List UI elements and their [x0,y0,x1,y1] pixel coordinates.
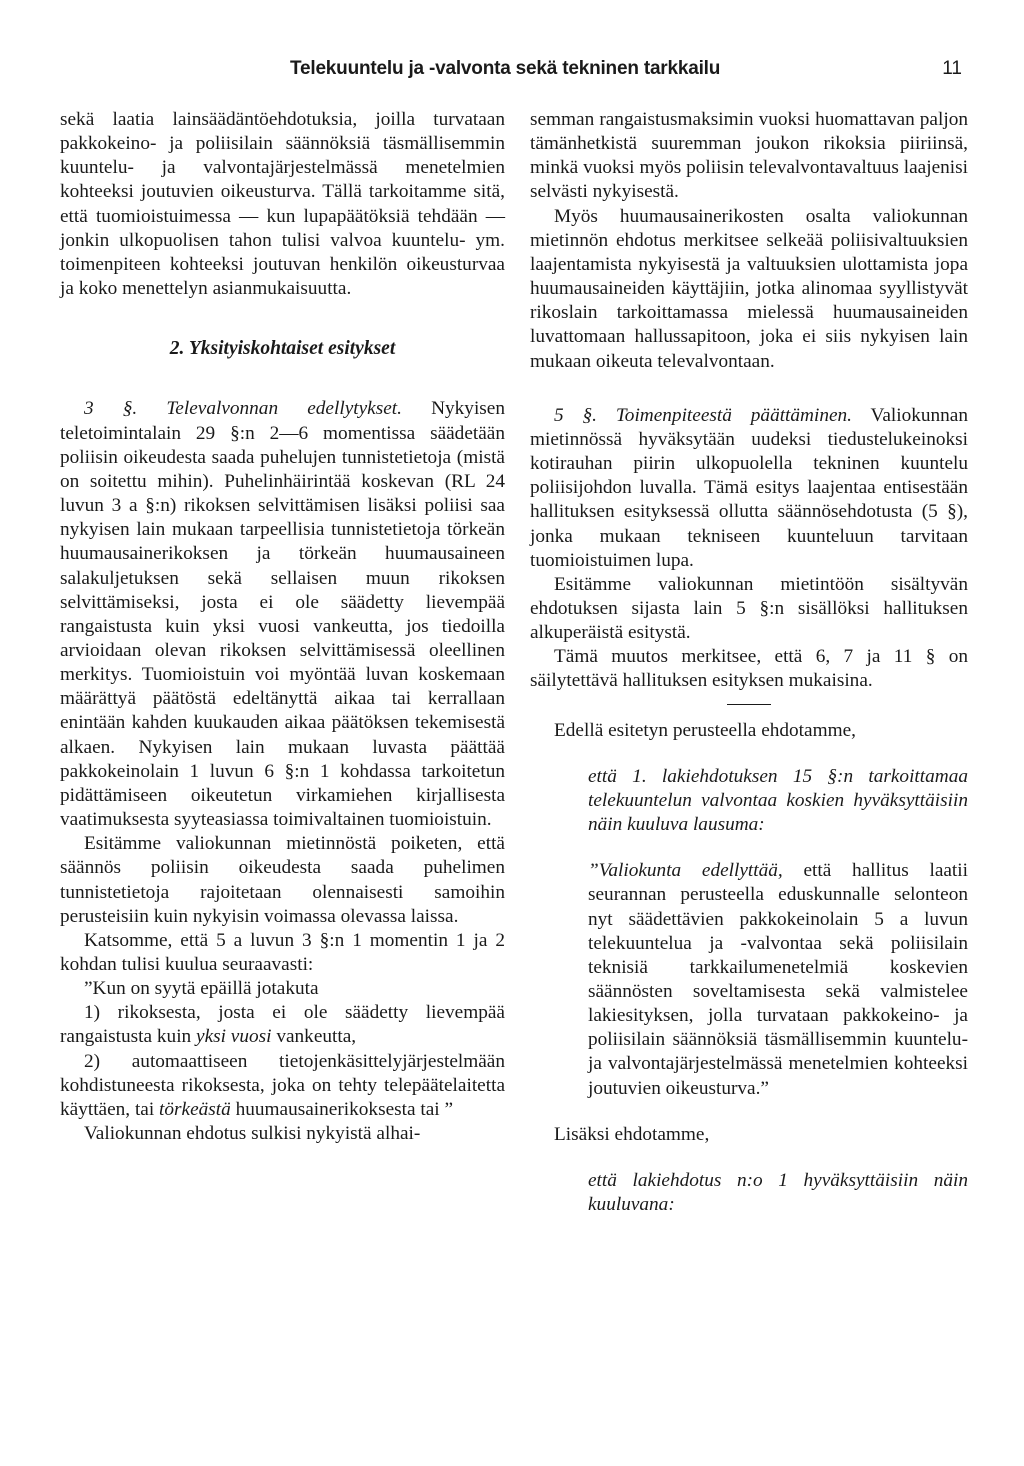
right-column [530,108,968,1217]
section-divider [727,704,771,705]
left-column [60,108,505,1146]
statement-text: ”Valiokunta edellyttää, että hallitus laatii seurannan perusteella eduskunnalle selonteon nyt säädettävien pakkokeinolain 5 a luvun telekuuntelua ja -valvontaa sekä poliisilain teknisiä tarkkailumenetelmiä koskevien säännösten soveltamisesta sekä valmistelee lakiesityksen, jolla turvataan pakkokeino- ja poliisilain säännöksiä täsmällisemmin kuuntelu- ja valvontajärjestelmässä menetelmien kohteeksi joutuvien oikeusturva.” [588,860,969,1099]
narcotics-paragraph: Myös huumausainerikosten osalta valiokunnan mietinnön ehdotus merkitsee selkeää poliisivaltuuksien laajentamista nykyisestä ja valtuuksien ulottamista jopa huumausaineiden käyttäjiin, jotka alinomaa syyllistyvät rikoslain tarkoittamassa mielessä huumausaineiden luvattomaan hallussapitoon, joka ei siis nykyisen lain mukaan oikeuta televalvontaan. [530,205,968,372]
committee-paragraph: Valiokunnan ehdotus sulkisi nykyistä alhai- [84,1123,421,1145]
list-item-1: 1) rikoksesta, josta ei ole säädetty lievempää rangaistusta kuin yksi vuosi vankeutta, [60,1002,505,1048]
section-5-body: Valiokunnan mietinnössä hyväksytään uudeksi tiedustelukeinoksi kotirauhan piirin ulkopuolella tekninen kuuntelu poliisijohdon luvalla. Tämä esitys laajentaa entisestään hallituksen esityksessä ollutta säännösehdotusta (5 §), jonka mukaan tekniseen kuunteluun tarvitaan tuomioistuimen lupa. [530,404,968,571]
section-3-body: Nykyisen teletoimintalain 29 §:n 2—6 momentissa säädetään poliisin oikeudesta saada puhelujen tunnistetietoja (mistä on soitettu mihin). Puhelinhäirintää koskevan (RL 24 luvun 3 a §:n) rikoksen selvittämisen lisäksi poliisi saa nykyisen lain mukaan tarpeellisia tunnistetietoja törkeän huumausainerikoksen ja törkeän huumausaineen salakuljetuksen sekä sellaisen muun rikoksen selvittämiseksi, josta ei ole säädetty lievempää rangaistusta kuin yksi vuosi vankeutta, jos tiedoilla arvioidaan olevan rikoksen selvittämisessä oleellinen merkitys. Tuomioistuin voi myöntää luvan koskemaan määrättyä päätöstä edeltänyttä aikaa tai kerrallaan enintään kahden kuukauden aikaa päätöksen tekemisestä alkaen. Nykyisen lain mukaan luvasta päättää pakkokeinolain 1 luvun 6 §:n 1 kohdassa tarkoitetun pidättämiseen oikeutetun virkamiehen kirjallisesta vaatimuksesta syyteasiassa toimivaltainen tuomioistuin. [60,398,505,831]
proposal-2-text: että lakiehdotus n:o 1 hyväksyttäisiin näin kuuluvana: [588,1169,968,1216]
change-paragraph: Tämä muutos merkitsee, että 6, 7 ja 11 § on säilytettävä hallituksen esityksen mukaisina. [530,646,968,692]
proposal-paragraph: Esitämme valiokunnan mietinnöstä poiketen, että säännös poliisin oikeudesta saada puhelimen tunnistetietoja rajoitetaan olennaisesti samoihin perusteisiin kuin nykyisin voimassa olevassa laissa. [60,833,505,927]
section-3-heading: 3 §. Televalvonnan edellytykset. [84,398,402,420]
proposal-paragraph-2: Esitämme valiokunnan mietintöön sisältyvän ehdotuksen sijasta lain 5 §:n sisällöksi hallituksen alkuperäistä esitystä. [530,573,968,644]
intro-paragraph: sekä laatia lainsäädäntöehdotuksia, joilla turvataan pakkokeino- ja poliisilain säännöksiä täsmällisemmin kuuntelu- ja valvontajärjestelmässä menetelmien kohteeksi joutuvien oikeusturva. Tällä tarkoitamme sitä, että tuomioistuimessa — kun lupapäätöksiä tehdään — jonkin ulkopuolisen tahon tulisi valvoa kuuntelu- ym. toimenpiteen kohteeksi joutuvan henkilön oikeusturvaa ja koko menettelyn asianmukaisuutta. [60,109,505,300]
running-title: Telekuuntelu ja -valvonta sekä tekninen tarkkailu [290,58,721,79]
proposal-block-1 [530,765,968,1101]
quote-start: ”Kun on syytä epäillä jotakuta [84,978,319,1000]
opinion-paragraph: Katsomme, että 5 a luvun 3 §:n 1 momentin 1 ja 2 kohdan tulisi kuulua seuraavasti: [60,929,505,975]
continued-paragraph: semman rangaistusmaksimin vuoksi huomattavan paljon tämänhetkistä suuremman joukon rikoksia piiriinsä, minkä vuoksi myös poliisin televalvontavaltuus laajenisi selvästi nykyisestä. [530,109,968,203]
page-number: 11 [942,58,962,79]
proposal-intro: Edellä esitetyn perusteella ehdotamme, [554,719,856,741]
section-heading: 2. Yksityiskohtaiset esitykset [169,338,396,360]
section-5-paragraph [530,404,968,573]
proposal-1-text: että 1. lakiehdotuksen 15 §:n tarkoittamaa telekuuntelun valvontaa koskien hyväksyttäisiin näin kuuluva lausuma: [588,765,968,836]
list-item-2: 2) automaattiseen tietojenkäsittelyjärjestelmään kohdistuneesta rikoksesta, joka on tehty telepäätelaitetta käyttäen, tai törkeästä huumausainerikoksesta tai ” [60,1050,505,1120]
section-3-paragraph [60,397,505,832]
additional-proposal-intro: Lisäksi ehdotamme, [554,1123,710,1145]
proposal-block-2 [530,1169,968,1217]
section-5-heading: 5 §. Toimenpiteestä päättäminen. [554,404,852,426]
